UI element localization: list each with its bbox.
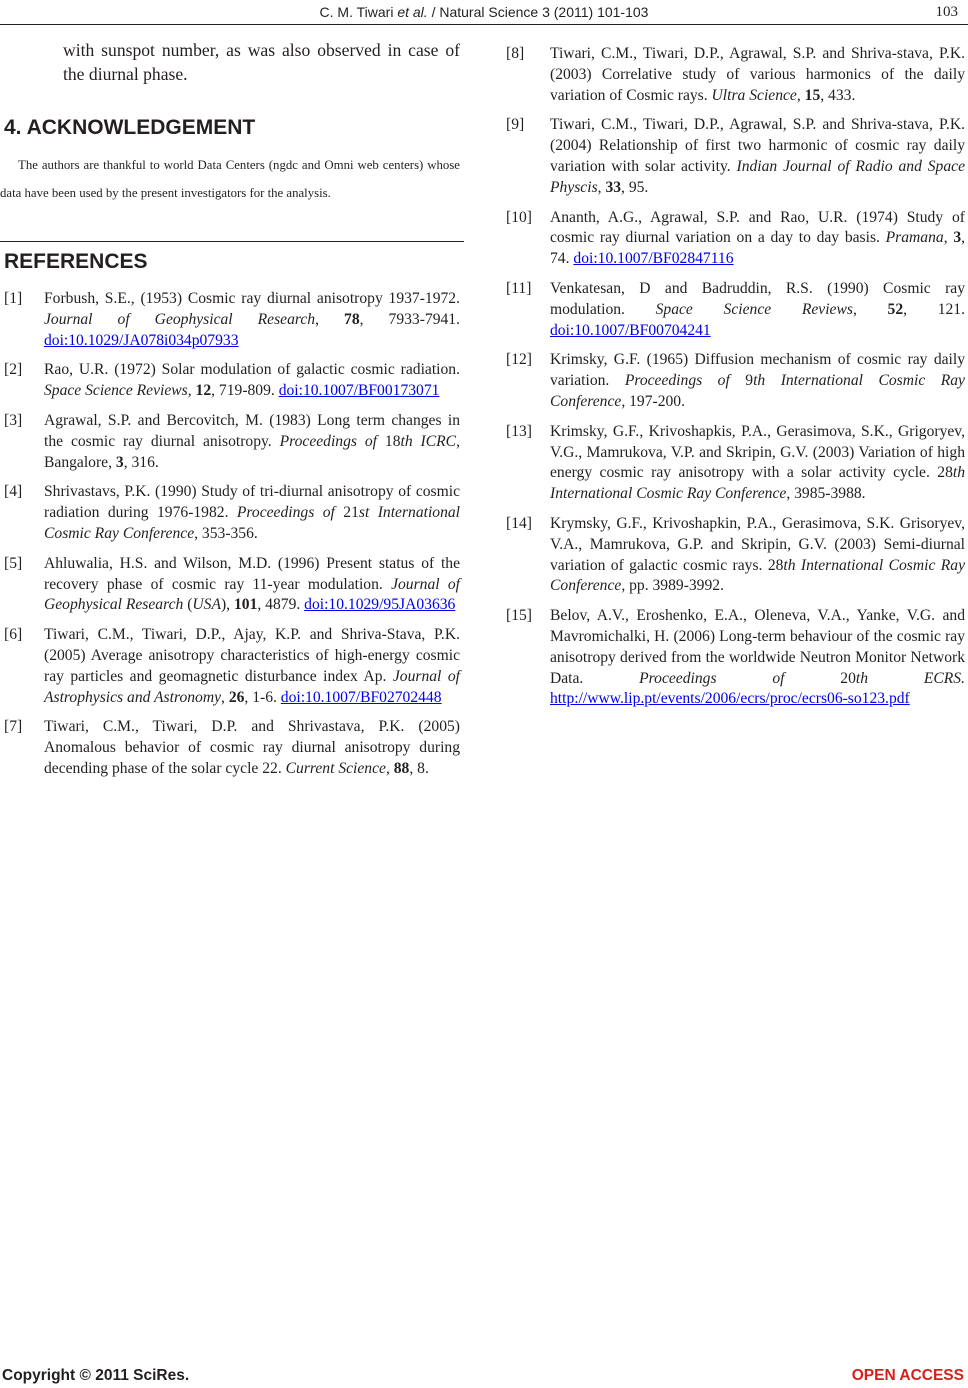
reference-authors-title: Tiwari, C.M., Tiwari, D.P., Agrawal, S.P. and Shriva-stava, P.K. (2004) Relationship of first two harmonic of cosmic ray daily variation with solar activity. bbox=[550, 116, 965, 175]
reference-pages: , 7933-7941. bbox=[359, 310, 460, 328]
header-rule bbox=[0, 24, 968, 25]
reference-doi-link[interactable]: doi:10.1007/BF00704241 bbox=[550, 321, 711, 339]
reference-item bbox=[0, 625, 460, 708]
reference-number: [15] bbox=[506, 607, 532, 625]
reference-doi-link[interactable]: http://www.lip.pt/events/2006/ecrs/proc/ecrs06-so123.pdf bbox=[550, 690, 910, 708]
reference-authors-title: Rao, U.R. (1972) Solar modulation of galactic cosmic radiation. bbox=[44, 361, 460, 379]
reference-text bbox=[550, 279, 965, 341]
reference-pages: , 433. bbox=[820, 86, 856, 104]
reference-journal: Space Science Reviews bbox=[655, 300, 853, 318]
reference-authors-title: Krymsky, G.F., Krivoshapkin, P.A., Gerasimova, S.K. Grisoryev, V.A., Mamrukova, G.P. and Skripin, G.V. (2003) Semi-diurnal variation of galactic cosmic rays. bbox=[550, 514, 965, 574]
reference-text bbox=[44, 554, 460, 616]
reference-separator: ( bbox=[183, 596, 193, 614]
reference-authors-title: Shrivastavs, P.K. (1990) Study of tri-diurnal anisotropy of cosmic radiation during 1976-1982. bbox=[44, 483, 460, 522]
reference-number: [6] bbox=[4, 626, 23, 644]
reference-text bbox=[550, 514, 965, 597]
reference-item bbox=[506, 279, 965, 341]
left-column bbox=[0, 38, 461, 777]
page-number: 103 bbox=[935, 4, 958, 20]
reference-journal: Indian Journal of Radio and Space Physcis bbox=[550, 157, 965, 196]
reference-text bbox=[44, 625, 460, 708]
reference-text bbox=[550, 422, 965, 505]
reference-item bbox=[506, 115, 965, 198]
reference-authors-title: Forbush, S.E., (1953) Cosmic ray diurnal anisotropy 1937-1972. bbox=[44, 290, 460, 307]
reference-separator: , 3985-3988. bbox=[786, 485, 866, 503]
reference-text bbox=[44, 482, 460, 544]
reference-item bbox=[506, 606, 965, 710]
reference-authors-title: Krimsky, G.F. (1965) Diffusion mechanism of cosmic ray daily variation. bbox=[550, 351, 965, 390]
reference-authors-title: Ananth, A.G., Agrawal, S.P. and Rao, U.R. (1974) Study of cosmic ray diurnal variation on a day to day basis. bbox=[550, 208, 965, 247]
reference-journal: Current Science bbox=[285, 759, 386, 777]
reference-authors-title: Ahluwalia, H.S. and Wilson, M.D. (1996) Present status of the recovery phase of cosmic ray 11-year modulation. bbox=[44, 554, 460, 593]
reference-journal: Proceedings of bbox=[279, 432, 385, 450]
reference-conference-number: 28 bbox=[767, 556, 784, 574]
reference-authors-title: Tiwari, C.M., Tiwari, D.P., Ajay, K.P. and Shriva-Stava, P.K. (2005) Average anisotropy characteristics of high-energy cosmic ray particles and geomagnetic disturbance index Ap. bbox=[44, 626, 460, 685]
reference-number: [7] bbox=[4, 718, 23, 736]
reference-journal: Journal of Geophysical Research bbox=[44, 575, 461, 614]
reference-number: [13] bbox=[506, 422, 532, 440]
reference-item bbox=[506, 514, 965, 597]
reference-separator: , bbox=[221, 688, 229, 706]
reference-text bbox=[44, 289, 460, 351]
reference-pages: , 8. bbox=[409, 759, 429, 777]
acknowledgement-text: The authors are thankful to world Data Centers (ngdc and Omni web centers) whose data have been used by the present investigators for the analysis. bbox=[0, 158, 460, 200]
reference-item bbox=[0, 717, 460, 779]
reference-journal: Pramana bbox=[885, 229, 944, 247]
running-title-journal: / Natural Science 3 (2011) 101-103 bbox=[427, 4, 649, 20]
reference-separator: , 197-200. bbox=[621, 392, 685, 410]
reference-authors-title: Krimsky, G.F., Krivoshapkis, P.A., Gerasimova, S.K., Grigoryev, V.G., Mamrukova, V.P. and Skripin, G.V. (2003) Variation of high energy cosmic ray anisotropy with a solar activity cycle. bbox=[550, 422, 965, 482]
reference-journal: Journal of Astrophysics and Astronomy bbox=[44, 667, 460, 706]
reference-number: [8] bbox=[506, 45, 525, 62]
reference-doi-link[interactable]: doi:10.1007/BF00173071 bbox=[278, 382, 440, 400]
references-list-left bbox=[0, 289, 460, 789]
reference-authors-title: Belov, A.V., Eroshenko, E.A., Oleneva, V.A., Yanke, V.G. and Mavromichalki, H. (2006) Long-term behaviour of the cosmic ray anisotropy derived from the worldwide Neutron Monitor Network Data. bbox=[550, 607, 965, 687]
reference-text bbox=[550, 350, 965, 412]
reference-conference-number: 20 bbox=[840, 669, 856, 687]
reference-journal: Proceedings of bbox=[236, 504, 344, 522]
reference-number: [3] bbox=[4, 411, 23, 429]
reference-doi-link[interactable]: doi:10.1029/95JA03636 bbox=[304, 596, 456, 614]
running-title bbox=[0, 4, 968, 20]
reference-number: [1] bbox=[4, 290, 23, 307]
reference-journal: Journal of Geophysical Research bbox=[44, 310, 316, 328]
reference-number: [10] bbox=[506, 208, 532, 226]
references-list-right bbox=[506, 44, 965, 710]
reference-volume: 88 bbox=[393, 759, 410, 777]
reference-pages: , 719-809. bbox=[211, 382, 279, 400]
reference-text bbox=[44, 411, 460, 473]
right-column bbox=[506, 44, 965, 719]
reference-volume: 26 bbox=[228, 688, 245, 706]
reference-item bbox=[0, 554, 460, 616]
reference-separator: , bbox=[597, 178, 606, 196]
reference-journal: Proceedings of bbox=[639, 669, 841, 687]
reference-authors-title: Venkatesan, D and Badruddin, R.S. (1990) Cosmic ray modulation. bbox=[550, 279, 965, 318]
reference-conference-name: th International Cosmic Ray Conference bbox=[550, 372, 965, 410]
reference-number: [14] bbox=[506, 514, 532, 532]
reference-conference-number: 9 bbox=[745, 372, 754, 390]
running-title-etal: et al. bbox=[397, 4, 428, 20]
reference-authors-title: Tiwari, C.M., Tiwari, D.P. and Shrivastava, P.K. (2005) Anomalous behavior of cosmic ray diurnal anisotropy during decending phase of the solar cycle 22. bbox=[44, 718, 460, 777]
copyright-notice: Copyright © 2011 SciRes. bbox=[2, 1367, 190, 1384]
reference-pages: , 95. bbox=[621, 178, 649, 196]
reference-separator: , bbox=[852, 300, 888, 318]
reference-separator: , bbox=[796, 86, 805, 104]
reference-volume: 12 bbox=[195, 382, 212, 400]
reference-conference-name: th ECRS. bbox=[855, 669, 965, 687]
section-divider bbox=[0, 241, 464, 242]
reference-conference-name: th International Cosmic Ray Conference bbox=[550, 464, 965, 503]
reference-journal-country: USA bbox=[192, 596, 221, 614]
reference-item bbox=[0, 411, 460, 473]
reference-text bbox=[550, 115, 965, 198]
reference-doi-link[interactable]: doi:10.1029/JA078i034p07933 bbox=[44, 331, 239, 349]
reference-item bbox=[0, 289, 460, 351]
reference-conference-number: 28 bbox=[937, 464, 953, 482]
reference-item bbox=[506, 350, 965, 412]
reference-doi-link[interactable]: doi:10.1007/BF02847116 bbox=[573, 250, 734, 268]
reference-conference-name: th ICRC bbox=[400, 432, 457, 450]
reference-conference-name: st International Cosmic Ray Conference bbox=[44, 504, 461, 542]
reference-item bbox=[0, 360, 460, 402]
reference-volume: 33 bbox=[605, 178, 622, 196]
reference-journal: Ultra Science bbox=[711, 86, 797, 104]
reference-conference-number: 21 bbox=[343, 504, 359, 522]
open-access-label: OPEN ACCESS bbox=[851, 1367, 964, 1384]
reference-conference-name: th International Cosmic Ray Conference bbox=[550, 556, 965, 595]
intro-paragraph: with sunspot number, as was also observed in case of the diurnal phase. bbox=[63, 40, 460, 84]
reference-separator: , 353-356. bbox=[194, 524, 258, 542]
reference-item bbox=[506, 44, 965, 106]
references-heading: REFERENCES bbox=[4, 250, 148, 273]
reference-number: [2] bbox=[4, 361, 23, 379]
reference-pages: , 121. bbox=[903, 300, 965, 318]
reference-doi-link[interactable]: doi:10.1007/BF02702448 bbox=[280, 688, 442, 706]
reference-pages: , 4879. bbox=[257, 596, 305, 614]
page-header bbox=[0, 2, 968, 26]
acknowledgement-heading: 4. ACKNOWLEDGEMENT bbox=[4, 116, 256, 139]
reference-separator: , Bangalore, bbox=[44, 432, 460, 471]
reference-journal: Space Science Reviews bbox=[44, 382, 188, 400]
reference-pages: , 316. bbox=[123, 453, 159, 471]
reference-volume: 52 bbox=[887, 300, 904, 318]
reference-separator: , pp. 3989-3992. bbox=[621, 577, 724, 595]
reference-authors-title: Agrawal, S.P. and Bercovitch, M. (1983) Long term changes in the cosmic ray diurnal anisotropy. bbox=[44, 411, 460, 450]
reference-conference-number: 18 bbox=[384, 432, 401, 450]
reference-volume: 3 bbox=[115, 453, 124, 471]
reference-pages: , 74. bbox=[550, 229, 966, 268]
reference-volume: 101 bbox=[233, 596, 258, 614]
reference-number: [9] bbox=[506, 116, 525, 134]
reference-separator: , bbox=[385, 759, 394, 777]
reference-volume: 3 bbox=[953, 229, 962, 247]
reference-text bbox=[550, 208, 965, 270]
reference-number: [5] bbox=[4, 554, 23, 572]
reference-text bbox=[550, 606, 965, 710]
reference-text bbox=[44, 360, 460, 402]
reference-number: [11] bbox=[506, 279, 532, 297]
reference-pages: , 1-6. bbox=[244, 688, 281, 706]
reference-separator: ), bbox=[220, 596, 234, 614]
reference-item bbox=[506, 422, 965, 505]
reference-journal: Proceedings of bbox=[624, 372, 746, 390]
reference-number: [4] bbox=[4, 483, 23, 501]
reference-volume: 78 bbox=[344, 310, 360, 328]
reference-volume: 15 bbox=[804, 86, 821, 104]
reference-text bbox=[550, 44, 965, 106]
running-title-author: C. M. Tiwari bbox=[319, 4, 398, 20]
reference-separator: , bbox=[943, 229, 954, 247]
reference-item bbox=[506, 208, 965, 270]
reference-separator: , bbox=[315, 310, 345, 328]
reference-number: [12] bbox=[506, 351, 532, 369]
reference-text bbox=[44, 717, 460, 779]
reference-item bbox=[0, 482, 460, 544]
reference-separator: , bbox=[187, 382, 196, 400]
reference-authors-title: Tiwari, C.M., Tiwari, D.P., Agrawal, S.P. and Shriva-stava, P.K. (2003) Correlative study of various harmonics of the daily variation of Cosmic rays. bbox=[550, 45, 965, 104]
